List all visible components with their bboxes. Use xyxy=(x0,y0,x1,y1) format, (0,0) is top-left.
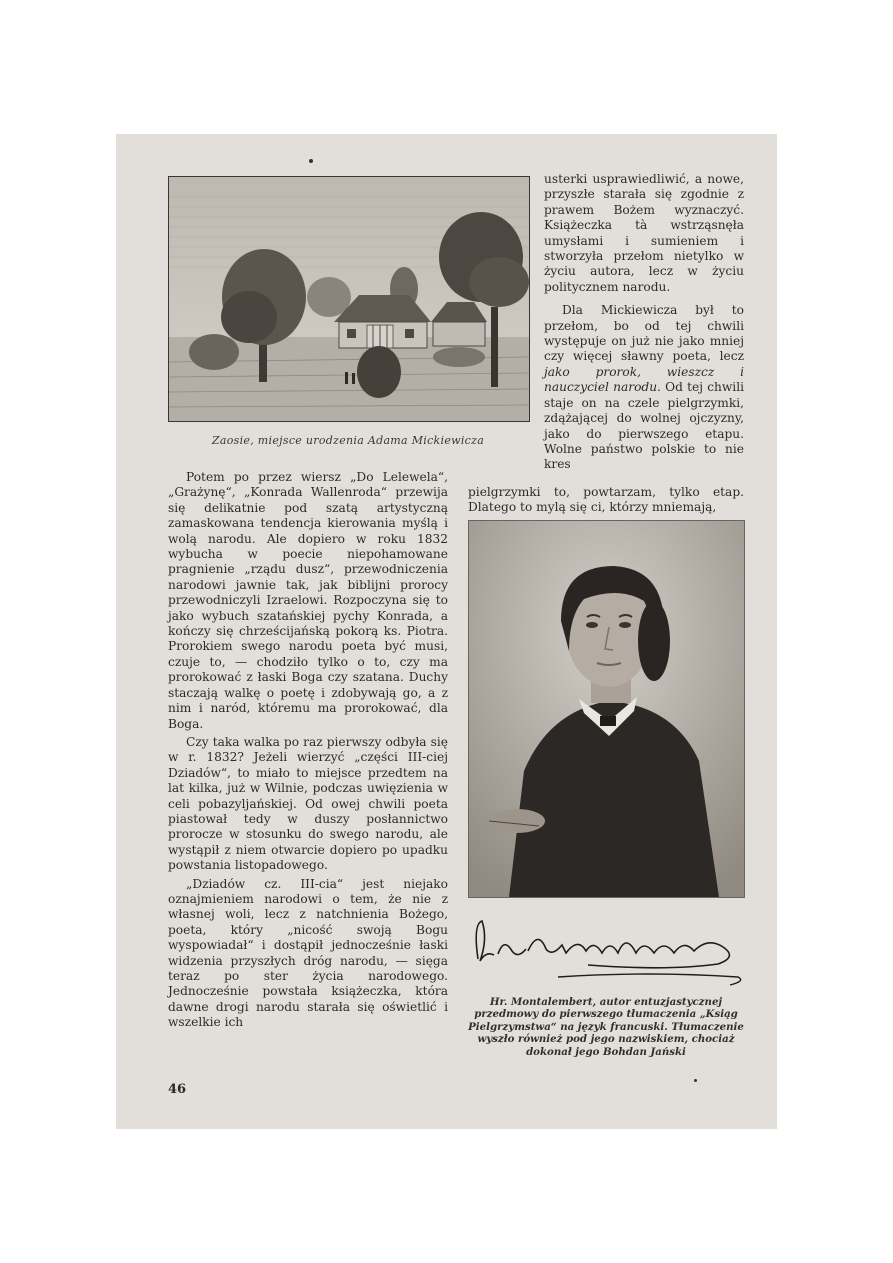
paragraph: pielgrzymki to, powtarzam, tylko etap. Dlatego to mylą się ci, którzy mniemają, xyxy=(468,485,744,515)
paragraph: usterki usprawiedliwić, a nowe, przyszłe starała się zgodnie z prawem Bożem wyznaczyć. Książeczka tà wstrząsnęła umysłami i sumieniem i stworzyła przełom nietylko w życiu autora, lecz w życiu politycznem narodu. xyxy=(544,172,744,294)
signature xyxy=(468,909,746,989)
montalembert-portrait xyxy=(468,520,745,898)
print-speck xyxy=(694,1079,697,1082)
book-page xyxy=(116,134,777,1129)
paragraph: „Dziadów cz. III-cia“ jest niejako oznajmieniem narodowi o tem, że nie z własnej woli, lecz z natchnienia Bożego, poeta, który „nicość swoją Bogu wyspowiadał“ i dostąpił jednocześnie łaski widzenia przyszłych dróg narodu, — sięga teraz po ster życia narodowego. Jednocześnie powstała książeczka, która dawne drogi narodu starała się oświetlić i wszelkie ich xyxy=(168,876,448,1030)
page-number: 46 xyxy=(168,1082,187,1097)
right-column-top xyxy=(544,172,744,473)
paragraph-prophet: Dla Mickiewicza był to przełom, bo od tej chwili występuje on już nie jako mniej czy więcej sławny poeta, lecz jako prorok, wieszcz i nauczyciel narodu. Od tej chwili staje on na czele pielgrzymki, zdążającej do wolnej ojczyzny, jako do pierwszego etapu. Wolne państwo polskie to nie kres xyxy=(544,303,745,472)
paragraph: Czy taka walka po raz pierwszy odbyła się w r. 1832? Jeżeli wierzyć „części III-ciej Dziadów“, to miało to miejsce przedtem na lat kilka, już w Wilnie, podczas uwięzienia w celi pobazyljańskiej. Od owej chwili poeta piastował tedy w duszy posłannictwo prorocze w stosunku do swego narodu, ale wystąpił z niem otwarcie dopiero po upadku powstania listopadowego. xyxy=(168,734,448,873)
engraving-caption: Zaosie, miejsce urodzenia Adama Mickiewicza xyxy=(211,434,485,447)
right-column-continuation xyxy=(468,485,744,516)
paragraph: Potem po przez wiersz „Do Lelewela“, „Grażynę“, „Konrada Wallenroda“ przewija się delikatnie pod szatą artystyczną zamaskowana tendencja kierowania myślą i wolą narodu. Ale dopiero w roku 1832 wybucha w poecie niepohamowane pragnienie „rządu dusz“, przewodniczenia narodowi jawnie tak, jak biblijni prorocy przewodniczyli Izraelowi. Rozpoczyna się to jako wybuch szatańskiej pychy Konrada, a kończy się chrześcijańską pokorą ks. Piotra. Prorokiem swego narodu poeta być musi, czuje to, — chodziło tylko o to, czy ma prorokować z łaski Boga czy szatana. Duchy staczają walkę o poetę i zdobywają go, a z nim i naród, któremu ma prorokować, dla Boga. xyxy=(168,470,448,731)
print-speck xyxy=(309,159,313,163)
zaosie-engraving xyxy=(168,176,530,422)
left-column xyxy=(168,470,448,1031)
emphasis: jako prorok, wieszcz i nauczyciel narodu. xyxy=(544,364,744,395)
portrait-caption: Hr. Montalembert, autor entuzjastycznej przedmowy do pierwszego tłumaczenia „Ksiąg Pielgrzymstwa“ na język francuski. Tłumaczenie wyszło również pod jego nazwiskiem, chociaż dokonał jego Bohdan Jański xyxy=(468,996,744,1058)
